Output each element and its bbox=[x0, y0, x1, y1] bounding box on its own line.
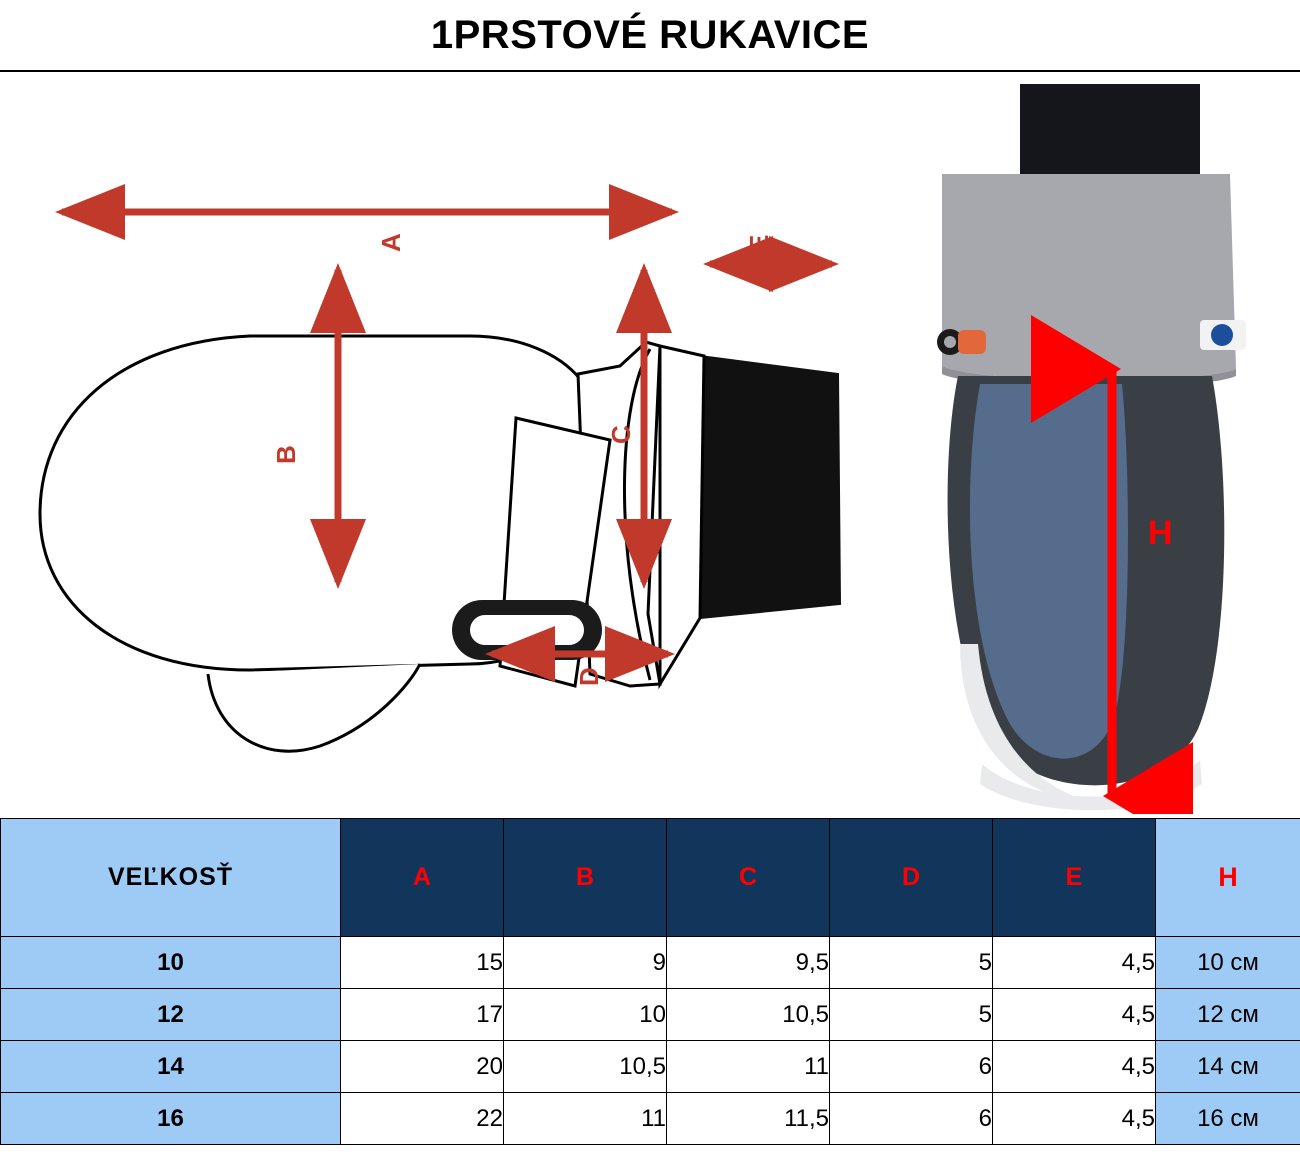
dimension-label-b: B bbox=[271, 445, 301, 464]
dimension-label-e: E bbox=[744, 234, 774, 252]
table-row bbox=[1, 1093, 1300, 1145]
table-header-row bbox=[1, 819, 1300, 937]
cell-c: 11 bbox=[667, 1041, 830, 1093]
cell-e: 4,5 bbox=[993, 937, 1156, 989]
dimension-label-d: D bbox=[574, 667, 604, 686]
page-title-bar bbox=[0, 0, 1300, 72]
cell-b: 10,5 bbox=[504, 1041, 667, 1093]
cell-h: 10 см bbox=[1156, 937, 1300, 989]
cell-a: 17 bbox=[341, 989, 504, 1041]
cell-size: 16 bbox=[1, 1093, 341, 1145]
cell-b: 9 bbox=[504, 937, 667, 989]
measurement-diagram bbox=[0, 74, 1300, 814]
cell-e: 4,5 bbox=[993, 989, 1156, 1041]
cell-h: 14 см bbox=[1156, 1041, 1300, 1093]
cell-size: 14 bbox=[1, 1041, 341, 1093]
cell-d: 5 bbox=[830, 989, 993, 1041]
cell-c: 9,5 bbox=[667, 937, 830, 989]
table-row bbox=[1, 1041, 1300, 1093]
dimension-label-h: H bbox=[1148, 514, 1173, 552]
cell-e: 4,5 bbox=[993, 1041, 1156, 1093]
table-header-size: VEĽKOSŤ bbox=[1, 819, 341, 937]
cell-h: 16 см bbox=[1156, 1093, 1300, 1145]
cell-h: 12 см bbox=[1156, 989, 1300, 1041]
dimension-label-a: A bbox=[376, 233, 406, 252]
table-header-e: E bbox=[993, 819, 1156, 937]
cell-b: 10 bbox=[504, 989, 667, 1041]
cell-d: 5 bbox=[830, 937, 993, 989]
cell-a: 20 bbox=[341, 1041, 504, 1093]
size-table bbox=[0, 818, 1300, 1145]
page-title: 1PRSTOVÉ RUKAVICE bbox=[430, 12, 870, 57]
table-row bbox=[1, 989, 1300, 1041]
cell-a: 15 bbox=[341, 937, 504, 989]
dimension-label-c: C bbox=[606, 425, 636, 444]
table-row bbox=[1, 937, 1300, 989]
table-header-b: B bbox=[504, 819, 667, 937]
cell-size: 10 bbox=[1, 937, 341, 989]
cell-a: 22 bbox=[341, 1093, 504, 1145]
cell-size: 12 bbox=[1, 989, 341, 1041]
cell-d: 6 bbox=[830, 1041, 993, 1093]
cell-b: 11 bbox=[504, 1093, 667, 1145]
cell-e: 4,5 bbox=[993, 1093, 1156, 1145]
table-header-a: A bbox=[341, 819, 504, 937]
cell-c: 11,5 bbox=[667, 1093, 830, 1145]
table-header-c: C bbox=[667, 819, 830, 937]
table-header-d: D bbox=[830, 819, 993, 937]
cell-d: 6 bbox=[830, 1093, 993, 1145]
table-header-h: H bbox=[1156, 819, 1300, 937]
mitten-photo bbox=[900, 84, 1280, 814]
cell-c: 10,5 bbox=[667, 989, 830, 1041]
